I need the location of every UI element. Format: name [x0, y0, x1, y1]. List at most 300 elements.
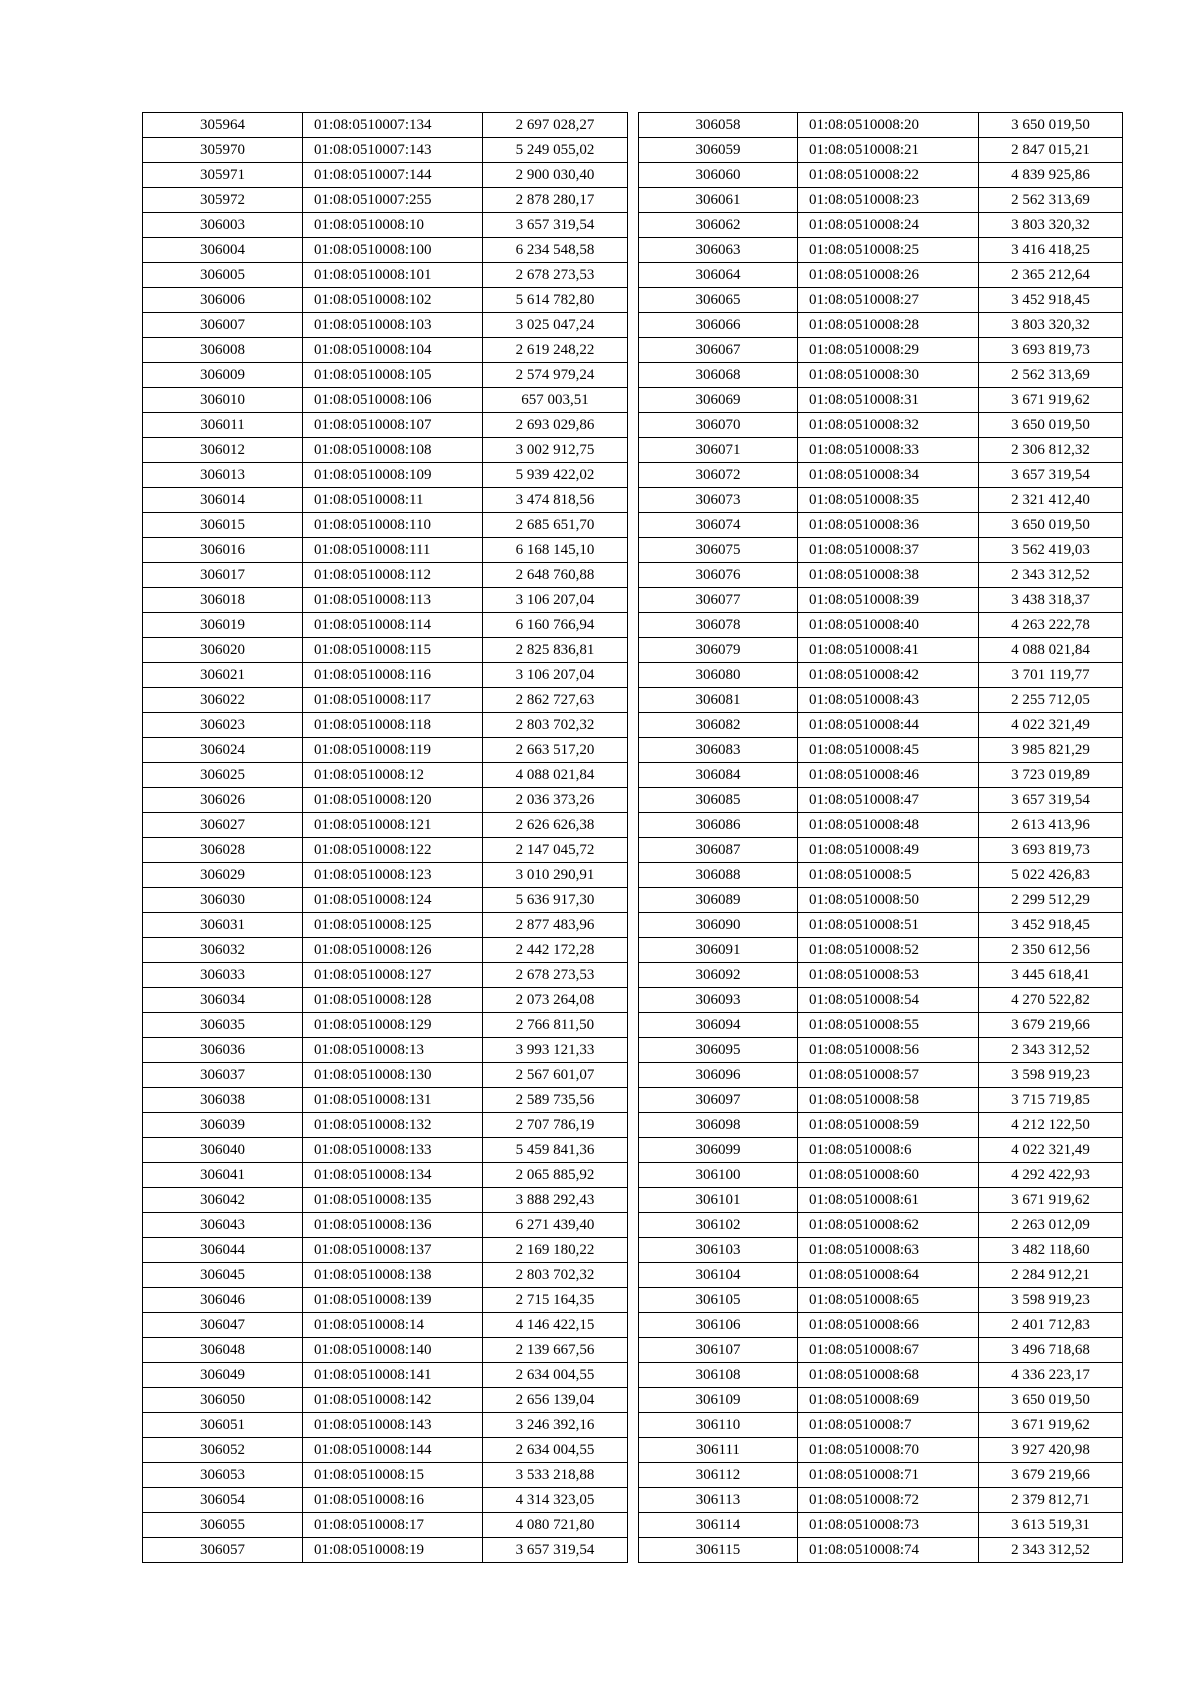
cadastral-number-cell: 01:08:0510008:70	[798, 1438, 979, 1463]
cadastral-number-cell: 01:08:0510008:20	[798, 113, 979, 138]
cadastral-number-cell: 01:08:0510008:140	[303, 1338, 483, 1363]
value-cell: 3 496 718,68	[979, 1338, 1123, 1363]
row-number-cell: 306034	[143, 988, 303, 1013]
value-cell: 2 825 836,81	[483, 638, 628, 663]
cadastral-number-cell: 01:08:0510008:117	[303, 688, 483, 713]
table-row	[143, 1363, 628, 1388]
value-cell: 3 803 320,32	[979, 313, 1123, 338]
cadastral-number-cell: 01:08:0510008:73	[798, 1513, 979, 1538]
value-cell: 2 715 164,35	[483, 1288, 628, 1313]
table-row	[143, 213, 628, 238]
value-cell: 2 036 373,26	[483, 788, 628, 813]
row-number-cell: 306085	[639, 788, 798, 813]
cadastral-number-cell: 01:08:0510008:12	[303, 763, 483, 788]
row-number-cell: 306070	[639, 413, 798, 438]
cadastral-number-cell: 01:08:0510008:139	[303, 1288, 483, 1313]
value-cell: 3 927 420,98	[979, 1438, 1123, 1463]
value-cell: 3 650 019,50	[979, 413, 1123, 438]
row-number-cell: 306113	[639, 1488, 798, 1513]
table-row	[639, 638, 1123, 663]
row-number-cell: 306045	[143, 1263, 303, 1288]
row-number-cell: 306081	[639, 688, 798, 713]
cadastral-number-cell: 01:08:0510008:17	[303, 1513, 483, 1538]
left-table-body	[143, 113, 628, 1563]
cadastral-number-cell: 01:08:0510008:41	[798, 638, 979, 663]
table-row	[639, 1313, 1123, 1338]
table-row	[639, 588, 1123, 613]
cadastral-number-cell: 01:08:0510008:35	[798, 488, 979, 513]
table-row	[143, 1413, 628, 1438]
table-row	[639, 688, 1123, 713]
cadastral-number-cell: 01:08:0510008:134	[303, 1163, 483, 1188]
value-cell: 2 343 312,52	[979, 1038, 1123, 1063]
table-row	[143, 763, 628, 788]
cadastral-number-cell: 01:08:0510008:33	[798, 438, 979, 463]
value-cell: 2 619 248,22	[483, 338, 628, 363]
cadastral-number-cell: 01:08:0510008:100	[303, 238, 483, 263]
row-number-cell: 306008	[143, 338, 303, 363]
value-cell: 5 459 841,36	[483, 1138, 628, 1163]
row-number-cell: 306015	[143, 513, 303, 538]
row-number-cell: 306025	[143, 763, 303, 788]
table-row	[639, 1338, 1123, 1363]
value-cell: 4 088 021,84	[979, 638, 1123, 663]
row-number-cell: 306101	[639, 1188, 798, 1213]
value-cell: 3 025 047,24	[483, 313, 628, 338]
table-row	[639, 1238, 1123, 1263]
table-row	[639, 188, 1123, 213]
cadastral-number-cell: 01:08:0510008:24	[798, 213, 979, 238]
table-row	[143, 513, 628, 538]
value-cell: 3 657 319,54	[979, 788, 1123, 813]
table-row	[639, 1288, 1123, 1313]
row-number-cell: 306087	[639, 838, 798, 863]
table-row	[143, 263, 628, 288]
table-row	[143, 113, 628, 138]
table-row	[639, 163, 1123, 188]
value-cell: 2 263 012,09	[979, 1213, 1123, 1238]
table-row	[639, 1038, 1123, 1063]
row-number-cell: 306076	[639, 563, 798, 588]
value-cell: 3 106 207,04	[483, 588, 628, 613]
table-row	[143, 1213, 628, 1238]
cadastral-number-cell: 01:08:0510008:39	[798, 588, 979, 613]
row-number-cell: 306110	[639, 1413, 798, 1438]
cadastral-number-cell: 01:08:0510008:5	[798, 863, 979, 888]
cadastral-number-cell: 01:08:0510008:126	[303, 938, 483, 963]
table-row	[639, 413, 1123, 438]
value-cell: 3 701 119,77	[979, 663, 1123, 688]
value-cell: 3 416 418,25	[979, 238, 1123, 263]
row-number-cell: 306047	[143, 1313, 303, 1338]
row-number-cell: 306010	[143, 388, 303, 413]
row-number-cell: 306060	[639, 163, 798, 188]
table-row	[639, 1088, 1123, 1113]
cadastral-number-cell: 01:08:0510008:30	[798, 363, 979, 388]
cadastral-number-cell: 01:08:0510008:107	[303, 413, 483, 438]
row-number-cell: 306107	[639, 1338, 798, 1363]
cadastral-number-cell: 01:08:0510008:67	[798, 1338, 979, 1363]
row-number-cell: 306035	[143, 1013, 303, 1038]
row-number-cell: 306028	[143, 838, 303, 863]
row-number-cell: 306043	[143, 1213, 303, 1238]
row-number-cell: 306078	[639, 613, 798, 638]
row-number-cell: 306022	[143, 688, 303, 713]
row-number-cell: 306092	[639, 963, 798, 988]
cadastral-number-cell: 01:08:0510008:54	[798, 988, 979, 1013]
cadastral-number-cell: 01:08:0510008:44	[798, 713, 979, 738]
cadastral-number-cell: 01:08:0510008:112	[303, 563, 483, 588]
cadastral-number-cell: 01:08:0510008:116	[303, 663, 483, 688]
cadastral-number-cell: 01:08:0510008:66	[798, 1313, 979, 1338]
cadastral-number-cell: 01:08:0510008:25	[798, 238, 979, 263]
value-cell: 3 445 618,41	[979, 963, 1123, 988]
right-table	[638, 112, 1123, 1563]
table-row	[639, 988, 1123, 1013]
row-number-cell: 306033	[143, 963, 303, 988]
value-cell: 2 697 028,27	[483, 113, 628, 138]
value-cell: 2 877 483,96	[483, 913, 628, 938]
table-row	[143, 438, 628, 463]
value-cell: 2 442 172,28	[483, 938, 628, 963]
cadastral-number-cell: 01:08:0510007:134	[303, 113, 483, 138]
cadastral-number-cell: 01:08:0510008:104	[303, 338, 483, 363]
row-number-cell: 306106	[639, 1313, 798, 1338]
table-row	[143, 963, 628, 988]
cadastral-number-cell: 01:08:0510008:101	[303, 263, 483, 288]
value-cell: 2 766 811,50	[483, 1013, 628, 1038]
cadastral-number-cell: 01:08:0510008:143	[303, 1413, 483, 1438]
cadastral-number-cell: 01:08:0510008:53	[798, 963, 979, 988]
row-number-cell: 306036	[143, 1038, 303, 1063]
row-number-cell: 305970	[143, 138, 303, 163]
value-cell: 3 246 392,16	[483, 1413, 628, 1438]
row-number-cell: 306057	[143, 1538, 303, 1563]
table-row	[639, 488, 1123, 513]
value-cell: 3 613 519,31	[979, 1513, 1123, 1538]
cadastral-number-cell: 01:08:0510008:49	[798, 838, 979, 863]
cadastral-number-cell: 01:08:0510008:106	[303, 388, 483, 413]
row-number-cell: 306021	[143, 663, 303, 688]
table-row	[639, 238, 1123, 263]
row-number-cell: 305964	[143, 113, 303, 138]
cadastral-number-cell: 01:08:0510008:6	[798, 1138, 979, 1163]
row-number-cell: 306005	[143, 263, 303, 288]
value-cell: 4 088 021,84	[483, 763, 628, 788]
table-row	[639, 438, 1123, 463]
table-row	[143, 988, 628, 1013]
cadastral-number-cell: 01:08:0510008:122	[303, 838, 483, 863]
table-row	[143, 1288, 628, 1313]
value-cell: 4 292 422,93	[979, 1163, 1123, 1188]
cadastral-number-cell: 01:08:0510008:58	[798, 1088, 979, 1113]
row-number-cell: 306108	[639, 1363, 798, 1388]
value-cell: 2 343 312,52	[979, 1538, 1123, 1563]
row-number-cell: 306046	[143, 1288, 303, 1313]
row-number-cell: 306098	[639, 1113, 798, 1138]
table-row	[639, 1113, 1123, 1138]
row-number-cell: 306094	[639, 1013, 798, 1038]
cadastral-number-cell: 01:08:0510008:113	[303, 588, 483, 613]
value-cell: 3 482 118,60	[979, 1238, 1123, 1263]
table-row	[639, 1363, 1123, 1388]
value-cell: 3 452 918,45	[979, 288, 1123, 313]
row-number-cell: 306054	[143, 1488, 303, 1513]
cadastral-number-cell: 01:08:0510008:23	[798, 188, 979, 213]
value-cell: 5 249 055,02	[483, 138, 628, 163]
table-row	[143, 1313, 628, 1338]
row-number-cell: 306099	[639, 1138, 798, 1163]
cadastral-number-cell: 01:08:0510008:36	[798, 513, 979, 538]
table-row	[639, 863, 1123, 888]
cadastral-number-cell: 01:08:0510007:255	[303, 188, 483, 213]
table-row	[639, 1188, 1123, 1213]
table-row	[639, 838, 1123, 863]
table-row	[143, 1013, 628, 1038]
value-cell: 4 146 422,15	[483, 1313, 628, 1338]
table-row	[143, 1488, 628, 1513]
cadastral-number-cell: 01:08:0510008:108	[303, 438, 483, 463]
cadastral-number-cell: 01:08:0510008:109	[303, 463, 483, 488]
table-row	[143, 1388, 628, 1413]
row-number-cell: 306017	[143, 563, 303, 588]
cadastral-number-cell: 01:08:0510008:136	[303, 1213, 483, 1238]
row-number-cell: 306029	[143, 863, 303, 888]
table-row	[143, 1338, 628, 1363]
cadastral-number-cell: 01:08:0510008:132	[303, 1113, 483, 1138]
cadastral-number-cell: 01:08:0510008:37	[798, 538, 979, 563]
cadastral-number-cell: 01:08:0510008:144	[303, 1438, 483, 1463]
value-cell: 4 022 321,49	[979, 1138, 1123, 1163]
row-number-cell: 306053	[143, 1463, 303, 1488]
cadastral-number-cell: 01:08:0510008:115	[303, 638, 483, 663]
value-cell: 2 678 273,53	[483, 263, 628, 288]
cadastral-number-cell: 01:08:0510008:138	[303, 1263, 483, 1288]
cadastral-number-cell: 01:08:0510008:111	[303, 538, 483, 563]
table-row	[143, 238, 628, 263]
value-cell: 2 343 312,52	[979, 563, 1123, 588]
cadastral-number-cell: 01:08:0510008:34	[798, 463, 979, 488]
table-row	[143, 188, 628, 213]
table-row	[143, 888, 628, 913]
row-number-cell: 306115	[639, 1538, 798, 1563]
table-row	[639, 1263, 1123, 1288]
value-cell: 6 160 766,94	[483, 613, 628, 638]
value-cell: 3 671 919,62	[979, 1188, 1123, 1213]
value-cell: 3 650 019,50	[979, 113, 1123, 138]
row-number-cell: 306037	[143, 1063, 303, 1088]
cadastral-number-cell: 01:08:0510008:11	[303, 488, 483, 513]
row-number-cell: 306069	[639, 388, 798, 413]
cadastral-number-cell: 01:08:0510008:42	[798, 663, 979, 688]
cadastral-number-cell: 01:08:0510008:51	[798, 913, 979, 938]
cadastral-number-cell: 01:08:0510008:43	[798, 688, 979, 713]
value-cell: 3 562 419,03	[979, 538, 1123, 563]
row-number-cell: 306055	[143, 1513, 303, 1538]
table-row	[143, 663, 628, 688]
table-row	[143, 463, 628, 488]
row-number-cell: 306100	[639, 1163, 798, 1188]
row-number-cell: 306109	[639, 1388, 798, 1413]
value-cell: 2 284 912,21	[979, 1263, 1123, 1288]
row-number-cell: 306009	[143, 363, 303, 388]
row-number-cell: 306084	[639, 763, 798, 788]
cadastral-number-cell: 01:08:0510008:105	[303, 363, 483, 388]
value-cell: 2 567 601,07	[483, 1063, 628, 1088]
cadastral-number-cell: 01:08:0510007:143	[303, 138, 483, 163]
cadastral-number-cell: 01:08:0510008:52	[798, 938, 979, 963]
value-cell: 3 657 319,54	[483, 213, 628, 238]
value-cell: 4 336 223,17	[979, 1363, 1123, 1388]
table-row	[639, 613, 1123, 638]
table-row	[143, 488, 628, 513]
value-cell: 2 648 760,88	[483, 563, 628, 588]
table-row	[639, 663, 1123, 688]
cadastral-number-cell: 01:08:0510008:29	[798, 338, 979, 363]
table-row	[639, 738, 1123, 763]
value-cell: 5 939 422,02	[483, 463, 628, 488]
table-row	[639, 938, 1123, 963]
cadastral-number-cell: 01:08:0510008:59	[798, 1113, 979, 1138]
table-row	[143, 1088, 628, 1113]
row-number-cell: 306059	[639, 138, 798, 163]
table-row	[143, 363, 628, 388]
table-row	[639, 113, 1123, 138]
cadastral-number-cell: 01:08:0510008:21	[798, 138, 979, 163]
value-cell: 3 693 819,73	[979, 338, 1123, 363]
row-number-cell: 306006	[143, 288, 303, 313]
row-number-cell: 306016	[143, 538, 303, 563]
value-cell: 2 562 313,69	[979, 188, 1123, 213]
table-row	[639, 1413, 1123, 1438]
row-number-cell: 306014	[143, 488, 303, 513]
value-cell: 2 656 139,04	[483, 1388, 628, 1413]
cadastral-number-cell: 01:08:0510008:31	[798, 388, 979, 413]
table-row	[143, 413, 628, 438]
cadastral-number-cell: 01:08:0510008:14	[303, 1313, 483, 1338]
value-cell: 4 212 122,50	[979, 1113, 1123, 1138]
cadastral-number-cell: 01:08:0510008:16	[303, 1488, 483, 1513]
row-number-cell: 306039	[143, 1113, 303, 1138]
row-number-cell: 306058	[639, 113, 798, 138]
cadastral-number-cell: 01:08:0510008:133	[303, 1138, 483, 1163]
row-number-cell: 306052	[143, 1438, 303, 1463]
row-number-cell: 305971	[143, 163, 303, 188]
value-cell: 5 022 426,83	[979, 863, 1123, 888]
table-row	[143, 838, 628, 863]
row-number-cell: 306077	[639, 588, 798, 613]
table-row	[639, 263, 1123, 288]
row-number-cell: 306027	[143, 813, 303, 838]
row-number-cell: 306018	[143, 588, 303, 613]
value-cell: 2 847 015,21	[979, 138, 1123, 163]
row-number-cell: 306013	[143, 463, 303, 488]
value-cell: 3 002 912,75	[483, 438, 628, 463]
value-cell: 2 147 045,72	[483, 838, 628, 863]
cadastral-number-cell: 01:08:0510008:127	[303, 963, 483, 988]
table-row	[143, 1138, 628, 1163]
row-number-cell: 306089	[639, 888, 798, 913]
row-number-cell: 306007	[143, 313, 303, 338]
table-row	[639, 1063, 1123, 1088]
table-row	[143, 688, 628, 713]
value-cell: 2 065 885,92	[483, 1163, 628, 1188]
cadastral-number-cell: 01:08:0510008:129	[303, 1013, 483, 1038]
table-row	[639, 538, 1123, 563]
row-number-cell: 306068	[639, 363, 798, 388]
table-row	[143, 313, 628, 338]
value-cell: 2 803 702,32	[483, 1263, 628, 1288]
value-cell: 2 626 626,38	[483, 813, 628, 838]
row-number-cell: 306097	[639, 1088, 798, 1113]
table-row	[143, 813, 628, 838]
cadastral-number-cell: 01:08:0510008:71	[798, 1463, 979, 1488]
cadastral-number-cell: 01:08:0510008:137	[303, 1238, 483, 1263]
table-row	[143, 288, 628, 313]
table-row	[639, 1138, 1123, 1163]
table-row	[143, 1063, 628, 1088]
table-row	[639, 1488, 1123, 1513]
cadastral-number-cell: 01:08:0510008:60	[798, 1163, 979, 1188]
cadastral-number-cell: 01:08:0510008:123	[303, 863, 483, 888]
row-number-cell: 306064	[639, 263, 798, 288]
value-cell: 2 878 280,17	[483, 188, 628, 213]
table-row	[639, 338, 1123, 363]
value-cell: 4 080 721,80	[483, 1513, 628, 1538]
cadastral-number-cell: 01:08:0510008:65	[798, 1288, 979, 1313]
table-row	[639, 388, 1123, 413]
row-number-cell: 306088	[639, 863, 798, 888]
row-number-cell: 306038	[143, 1088, 303, 1113]
value-cell: 657 003,51	[483, 388, 628, 413]
cadastral-number-cell: 01:08:0510008:119	[303, 738, 483, 763]
value-cell: 3 657 319,54	[483, 1538, 628, 1563]
cadastral-number-cell: 01:08:0510008:63	[798, 1238, 979, 1263]
table-row	[143, 1463, 628, 1488]
value-cell: 3 598 919,23	[979, 1288, 1123, 1313]
row-number-cell: 306062	[639, 213, 798, 238]
cadastral-number-cell: 01:08:0510008:68	[798, 1363, 979, 1388]
value-cell: 2 862 727,63	[483, 688, 628, 713]
cadastral-number-cell: 01:08:0510008:102	[303, 288, 483, 313]
value-cell: 3 533 218,88	[483, 1463, 628, 1488]
cadastral-number-cell: 01:08:0510008:120	[303, 788, 483, 813]
value-cell: 2 321 412,40	[979, 488, 1123, 513]
value-cell: 3 888 292,43	[483, 1188, 628, 1213]
row-number-cell: 306093	[639, 988, 798, 1013]
value-cell: 2 634 004,55	[483, 1363, 628, 1388]
row-number-cell: 306023	[143, 713, 303, 738]
table-row	[143, 613, 628, 638]
cadastral-number-cell: 01:08:0510008:40	[798, 613, 979, 638]
row-number-cell: 306075	[639, 538, 798, 563]
row-number-cell: 306095	[639, 1038, 798, 1063]
table-row	[143, 1263, 628, 1288]
cadastral-number-cell: 01:08:0510008:55	[798, 1013, 979, 1038]
cadastral-number-cell: 01:08:0510008:114	[303, 613, 483, 638]
table-row	[143, 338, 628, 363]
row-number-cell: 306063	[639, 238, 798, 263]
cadastral-number-cell: 01:08:0510008:47	[798, 788, 979, 813]
row-number-cell: 306031	[143, 913, 303, 938]
cadastral-number-cell: 01:08:0510008:110	[303, 513, 483, 538]
cadastral-number-cell: 01:08:0510008:141	[303, 1363, 483, 1388]
cadastral-number-cell: 01:08:0510008:45	[798, 738, 979, 763]
table-row	[639, 463, 1123, 488]
table-row	[639, 1213, 1123, 1238]
table-row	[639, 888, 1123, 913]
cadastral-number-cell: 01:08:0510008:135	[303, 1188, 483, 1213]
